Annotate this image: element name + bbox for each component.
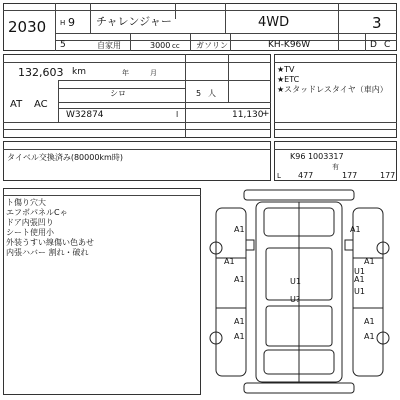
divider (3, 10, 55, 11)
fuel-type: ガソリン (196, 41, 228, 50)
usage: 自家用 (97, 41, 121, 50)
model-name: チャレンジャー (96, 15, 172, 28)
option-item: ★スタッドレスタイヤ（車内） (277, 85, 388, 94)
damage-mark: U1 (354, 267, 365, 276)
length-value: 477 (298, 171, 314, 180)
divider (190, 33, 191, 51)
damage-mark: A1 (364, 257, 375, 266)
divider (90, 3, 91, 33)
model-code: KH-K96W (268, 40, 311, 50)
damage-mark: U1 (354, 287, 365, 296)
model-designation: W32874 (66, 110, 104, 120)
remarks-text: タイベル交換済み(80000km時) (7, 153, 123, 162)
divider (55, 10, 397, 11)
chassis-number: K96 1003317 (290, 152, 344, 161)
damage-mark: A1 (364, 332, 375, 341)
engine-cc-unit: cc (172, 42, 180, 50)
option-item: ★TV (277, 65, 295, 74)
transmission: AT (10, 99, 23, 110)
divider (185, 54, 186, 138)
divider (3, 129, 271, 130)
divider (58, 108, 271, 109)
width-value: 177 (342, 171, 358, 180)
damage-mark: A1 (364, 317, 375, 326)
price-value: 11,130 (232, 110, 264, 120)
interior-score: C (384, 40, 391, 50)
damage-mark: A1 (224, 257, 235, 266)
divider (274, 62, 397, 63)
divider (274, 149, 397, 150)
capacity-value: 5 (196, 89, 202, 98)
manual-status: 有 (332, 163, 339, 171)
divider (365, 33, 366, 51)
inspector-line: 内張ハバー 割れ・破れ (6, 248, 89, 257)
option-item: ★ETC (277, 75, 300, 84)
aircon: AC (34, 99, 48, 110)
car-outline-icon (204, 188, 395, 395)
divider (58, 80, 59, 122)
inspector-line: エフボパネルCゃ (6, 208, 68, 217)
damage-mark: A1 (234, 317, 245, 326)
mileage-value: 132,603 (18, 66, 64, 79)
price-suffix: + (262, 109, 270, 119)
color-code: D (370, 40, 377, 50)
damage-mark: A1 (354, 275, 365, 284)
inspection-month: 月 (150, 69, 157, 77)
inspection-year: 年 (122, 69, 129, 77)
inspector-line: シート使用小 (6, 228, 54, 237)
damage-mark: A1 (234, 275, 245, 284)
divider (274, 129, 397, 130)
era: H (60, 19, 66, 27)
divider (3, 62, 271, 63)
divider (225, 3, 226, 33)
engine-cc: 3000 (150, 41, 171, 50)
divider (58, 80, 271, 81)
divider (3, 122, 271, 123)
model-year: 9 (68, 16, 75, 29)
mileage-unit: km (72, 67, 86, 77)
inspector-line: ドア内張凹り (6, 218, 54, 227)
door-count: 5 (60, 40, 66, 50)
damage-mark: A1 (234, 225, 245, 234)
designation-mark: l (176, 110, 179, 119)
divider (55, 33, 397, 34)
damage-mark: U? (290, 295, 301, 304)
drive-type: 4WD (258, 15, 290, 30)
body-color: シロ (110, 89, 126, 98)
divider (274, 122, 397, 123)
inspector-line: ト傷り穴大 (6, 198, 46, 207)
lot-number: 2030 (8, 18, 47, 36)
capacity-unit: 人 (208, 89, 216, 98)
divider (230, 33, 231, 51)
divider (3, 149, 271, 150)
dims-label: L (277, 172, 281, 180)
divider (58, 102, 271, 103)
height-value: 177 (380, 171, 396, 180)
divider (175, 3, 176, 19)
divider (130, 33, 131, 51)
damage-mark: A1 (234, 332, 245, 341)
divider (3, 195, 201, 196)
car-damage-diagram (204, 188, 395, 395)
damage-mark: A1 (350, 225, 361, 234)
inspector-line: 外装うすい線傷い色あせ (6, 238, 94, 247)
grade-score: 3 (372, 14, 382, 32)
damage-mark: U1 (290, 277, 301, 286)
chassis-section (274, 141, 397, 181)
